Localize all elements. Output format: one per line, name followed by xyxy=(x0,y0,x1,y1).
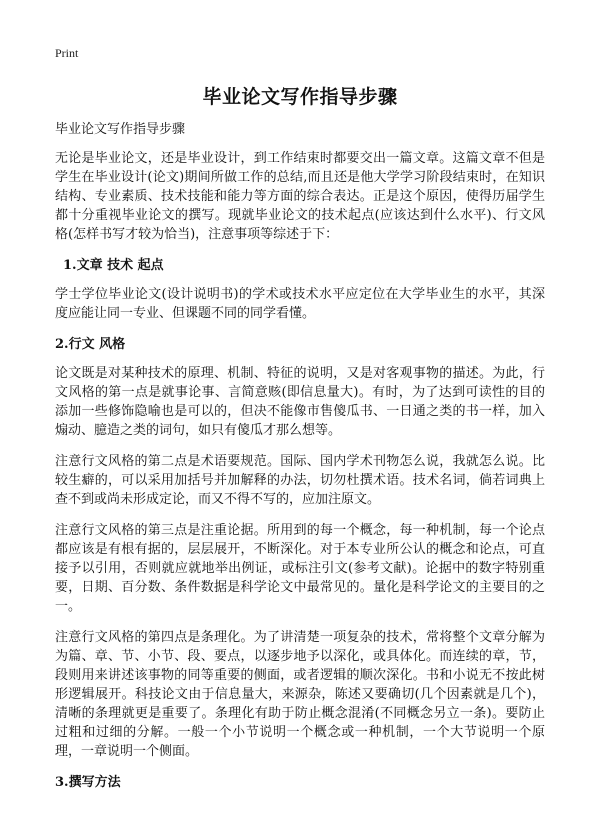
section2-paragraph-4: 注意行文风格的第四点是条理化。为了讲清楚一项复杂的技术，常将整个文章分解为为篇、章、节、小节、段、要点，以逐步地予以深化，或具体化。而连续的章，节，段则用来讲述该事物的同等重要的侧面，或者逻辑的顺次深化。书和小说无不按此树形逻辑展开。科技论文由于信息量大，来源杂，陈述又要确切(几个因素就是几个)，清晰的条理就更是重要了。条理化有助于防止概念混淆(不同概念另立一条)。要防止过粗和过细的分解。一般一个小节说明一个概念或一种机制，一个大节说明一个原理，一章说明一个侧面。 xyxy=(55,630,545,759)
section-heading-writing-method: 3.撰写方法 xyxy=(55,775,121,790)
section-heading-writing-style: 2.行文 风格 xyxy=(55,337,126,352)
section2-paragraph-3: 注意行文风格的第三点是注重论据。所用到的每一个概念，每一种机制，每一个论点都应该是有根有据的，层层展开，不断深化。对于本专业所公认的概念和论点，可直接予以引用，否则就应就地举出例证，或标注引文(参考文献)。论据中的数字特别重要，日期、百分数、条件数据是科学论文中最常见的。量化是科学论文的主要目的之一。 xyxy=(55,523,545,614)
document-body xyxy=(55,120,545,802)
section-heading-technical-starting-point: 1.文章 技术 起点 xyxy=(63,258,164,273)
print-link[interactable]: Print xyxy=(55,46,79,60)
intro-paragraph: 无论是毕业论文，还是毕业设计，到工作结束时都要交出一篇文章。这篇文章不但是学生在毕业设计(论文)期间所做工作的总结,而且还是他大学学习阶段结束时，在知识结构、专业素质、技术技能和能力等方面的综合表达。正是这个原因，使得历届学生都十分重视毕业论文的撰写。现就毕业论文的技术起点(应该达到什么水平)、行文风格(怎样书写才较为恰当)，注意事项等综述于下： xyxy=(55,151,545,242)
section2-paragraph-1: 论文既是对某种技术的原理、机制、特征的说明，又是对客观事物的描述。为此，行文风格的第一点是就事论事、言简意赅(即信息量大)。有时，为了达到可读性的目的添加一些修饰隐喻也是可以的，但决不能像市售傻瓜书、一日通之类的书一样，加入煽动、臆造之类的词句，如只有傻瓜才那么想等。 xyxy=(55,366,545,438)
document-title: 毕业论文写作指导步骤 xyxy=(202,86,398,108)
document-subtitle: 毕业论文写作指导步骤 xyxy=(55,122,186,137)
section1-paragraph: 学士学位毕业论文(设计说明书)的学术或技术水平应定位在大学毕业生的水平，其深度应能让同一专业、但课题不同的同学看懂。 xyxy=(55,287,545,321)
section2-paragraph-2: 注意行文风格的第二点是术语要规范。国际、国内学术刊物怎么说，我就怎么说。比较生癖的，可以采用加括号并加解释的办法，切勿杜撰术语。技术名词，倘若词典上查不到或尚未形成定论，而又不得不写的，应加注原文。 xyxy=(55,454,545,507)
